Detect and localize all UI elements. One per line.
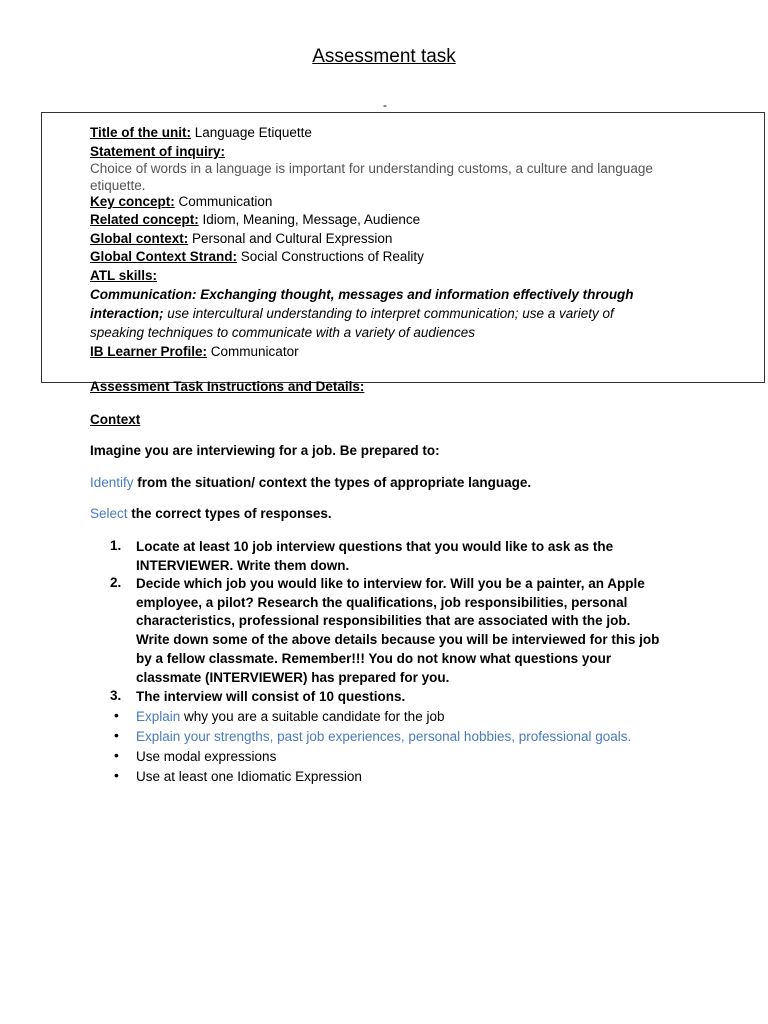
atl-row	[90, 267, 157, 285]
learner-profile-label: IB Learner Profile:	[90, 344, 208, 359]
list-item-1-line: Locate at least 10 job interview questions that you would like to ask as the	[136, 539, 614, 554]
list-item-2-line: Write down some of the above details because you will be interviewed for this job	[136, 632, 660, 648]
global-context-value: Personal and Cultural Expression	[192, 231, 393, 246]
strand-label: Global Context Strand:	[90, 249, 238, 264]
key-concept-row	[90, 193, 272, 211]
list-item-3: The interview will consist of 10 questions.	[136, 689, 406, 704]
select-keyword: Select	[90, 506, 128, 521]
select-row	[90, 505, 332, 523]
list-number-2: 2.	[110, 575, 122, 590]
unit-title-value: Language Etiquette	[194, 125, 312, 140]
identify-row	[90, 474, 531, 492]
key-concept-label: Key concept:	[90, 194, 175, 209]
atl-interaction-term: interaction;	[90, 306, 164, 321]
strand-row	[90, 248, 424, 266]
select-rest: the correct types of responses.	[131, 506, 332, 521]
intro-text: Imagine you are interviewing for a job. Be prepared to:	[90, 443, 440, 458]
list-item-1	[136, 538, 613, 575]
unit-title-row	[90, 124, 312, 142]
soi-label: Statement of inquiry:	[90, 144, 226, 159]
page-title: Assessment task	[312, 46, 456, 67]
identify-rest: from the situation/ context the types of appropriate language.	[137, 475, 532, 490]
context-heading: Context	[90, 412, 141, 427]
related-concept-value: Idiom, Meaning, Message, Audience	[202, 212, 421, 227]
soi-text-line1: Choice of words in a language is important for understanding customs, a culture and language	[90, 161, 653, 176]
list-item-2-line: characteristics, professional responsibilities that are associated with the job.	[136, 613, 631, 629]
bullet-item-1	[136, 708, 444, 727]
bullet-3: •	[114, 747, 119, 763]
list-item-2-line: Decide which job you would like to interview for. Will you be a painter, an Apple	[136, 576, 645, 591]
learner-profile-value: Communicator	[210, 344, 299, 359]
soi-row	[90, 143, 225, 161]
related-concept-row	[90, 211, 420, 229]
list-item-2-line: classmate (INTERVIEWER) has prepared for you.	[136, 669, 450, 685]
atl-line3: speaking techniques to communicate with a variety of audiences	[90, 325, 475, 340]
list-item-2	[136, 575, 659, 687]
unit-title-label: Title of the unit:	[90, 125, 191, 140]
global-context-label: Global context:	[90, 231, 189, 246]
soi-text-line2: etiquette.	[90, 178, 146, 193]
bullet-item-4: Use at least one Idiomatic Expression	[136, 769, 362, 784]
atl-line1: Communication: Exchanging thought, messages and information effectively through	[90, 287, 634, 302]
bullet-1: •	[114, 707, 119, 723]
bullet-4: •	[114, 767, 119, 783]
bullet-2: •	[114, 727, 119, 743]
bullet-item-2: Explain your strengths, past job experiences, personal hobbies, professional goals.	[136, 729, 632, 744]
key-concept-value: Communication	[178, 194, 273, 209]
related-concept-label: Related concept:	[90, 212, 199, 227]
strand-value: Social Constructions of Reality	[240, 249, 424, 264]
list-number-1: 1.	[110, 538, 122, 553]
bullet-item-3: Use modal expressions	[136, 749, 277, 764]
instructions-heading: Assessment Task Instructions and Details:	[90, 379, 365, 394]
atl-line2-rest: use intercultural understanding to interpret communication; use a variety of	[167, 306, 614, 321]
dash-mark: -	[383, 98, 387, 112]
identify-keyword: Identify	[90, 475, 134, 490]
explain-keyword: Explain	[136, 709, 181, 724]
list-item-2-line: by a fellow classmate. Remember!!! You do not know what questions your	[136, 650, 612, 666]
bullet-item-1-rest: why you are a suitable candidate for the job	[184, 709, 445, 724]
global-context-row	[90, 230, 392, 248]
atl-label: ATL skills:	[90, 268, 158, 283]
list-number-3: 3.	[110, 688, 122, 703]
list-item-1-line: INTERVIEWER. Write them down.	[136, 557, 350, 573]
list-item-2-line: employee, a pilot? Research the qualifications, job responsibilities, personal	[136, 594, 628, 610]
learner-profile-row	[90, 343, 299, 361]
atl-line2	[90, 305, 614, 323]
